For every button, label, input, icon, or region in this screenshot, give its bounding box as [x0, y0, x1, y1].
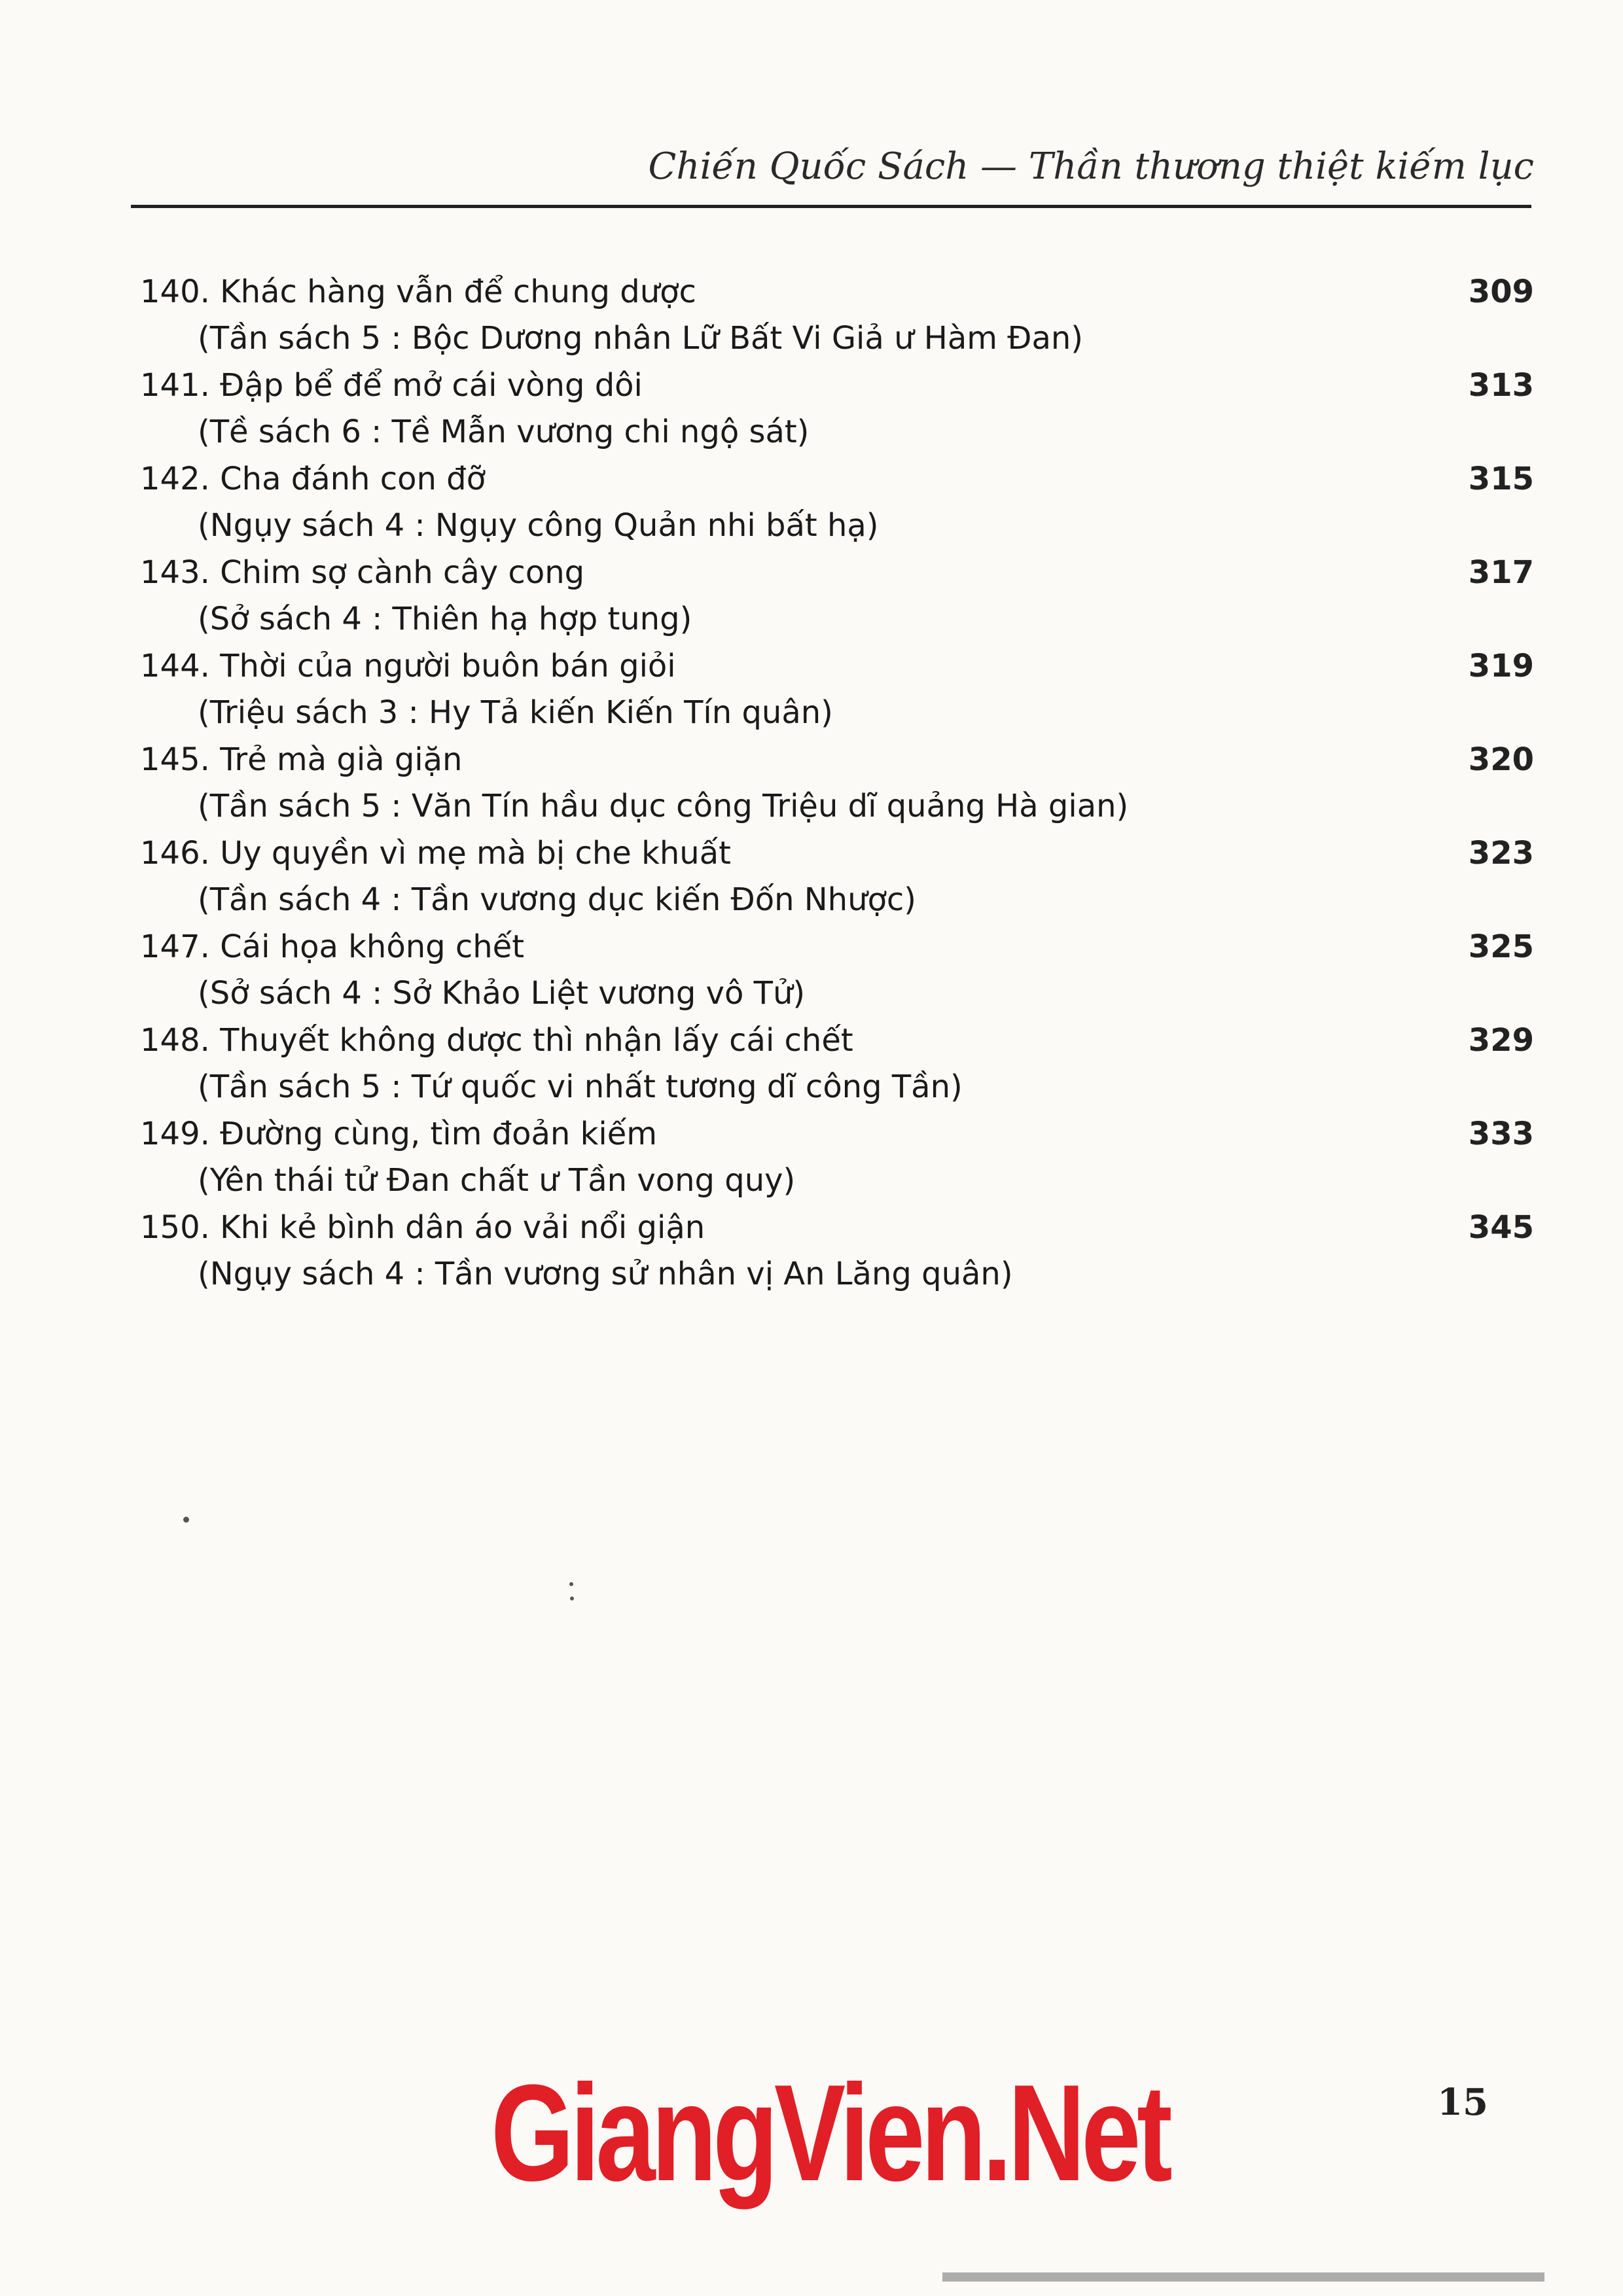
toc-source: (Tần sách 4 : Tần vương dục kiến Đốn Nhược) — [198, 881, 916, 918]
toc-page-number: 323 — [1468, 835, 1534, 872]
toc-source: (Tần sách 5 : Bộc Dương nhân Lữ Bất Vi Giả ư Hàm Đan) — [198, 320, 1084, 357]
toc-page-number: 317 — [1468, 554, 1534, 591]
toc-title: 145. Trẻ mà già giặn — [140, 741, 463, 778]
toc-entry-140[interactable] — [140, 272, 1534, 365]
scan-speck — [570, 1597, 574, 1600]
running-header: Chiến Quốc Sách — Thần thương thiệt kiếm lục — [648, 145, 1534, 188]
toc-page-number: 320 — [1468, 741, 1534, 778]
toc-source: (Ngụy sách 4 : Tần vương sử nhân vị An Lăng quân) — [198, 1256, 1013, 1292]
toc-entry-149[interactable] — [140, 1114, 1534, 1207]
toc-title: 143. Chim sợ cành cây cong — [140, 554, 585, 591]
toc-title: 141. Đập bể để mở cái vòng dôi — [140, 367, 643, 404]
toc-page-number: 313 — [1468, 367, 1534, 404]
toc-entry-150[interactable] — [140, 1207, 1534, 1301]
toc-source: (Sở sách 4 : Sở Khảo Liệt vương vô Tử) — [198, 975, 806, 1012]
toc-page-number: 329 — [1468, 1022, 1534, 1059]
toc-source: (Tề sách 6 : Tề Mẫn vương chi ngộ sát) — [198, 414, 810, 450]
toc-source: (Triệu sách 3 : Hy Tả kiến Kiến Tín quân) — [198, 694, 833, 731]
toc-entry-142[interactable] — [140, 459, 1534, 552]
header-rule — [131, 205, 1531, 208]
toc-page-number: 319 — [1468, 648, 1534, 684]
toc-page-number: 309 — [1468, 274, 1534, 310]
toc-title: 144. Thời của người buôn bán giỏi — [140, 648, 676, 684]
toc-entry-141[interactable] — [140, 365, 1534, 459]
toc-title: 150. Khi kẻ bình dân áo vải nổi giận — [140, 1209, 705, 1246]
toc-source: (Ngụy sách 4 : Ngụy công Quản nhi bất hạ) — [198, 507, 879, 544]
toc-title: 142. Cha đánh con đỡ — [140, 461, 486, 497]
toc-entry-146[interactable] — [140, 833, 1534, 927]
toc-title: 140. Khác hàng vẫn để chung dược — [140, 274, 696, 310]
table-of-contents — [140, 272, 1534, 1301]
toc-source: (Yên thái tử Đan chất ư Tần vong quy) — [198, 1162, 796, 1199]
toc-entry-144[interactable] — [140, 646, 1534, 739]
toc-title: 147. Cái họa không chết — [140, 928, 525, 965]
toc-page-number: 345 — [1468, 1209, 1534, 1246]
toc-source: (Sở sách 4 : Thiên hạ hợp tung) — [198, 601, 692, 637]
toc-entry-145[interactable] — [140, 739, 1534, 833]
toc-entry-143[interactable] — [140, 552, 1534, 646]
toc-source: (Tần sách 5 : Tứ quốc vi nhất tương dĩ công Tần) — [198, 1069, 963, 1105]
toc-page-number: 315 — [1468, 461, 1534, 497]
scan-speck — [569, 1582, 573, 1586]
scan-edge — [942, 2272, 1544, 2282]
toc-entry-147[interactable] — [140, 927, 1534, 1020]
page-number: 15 — [1437, 2081, 1488, 2124]
toc-title: 146. Uy quyền vì mẹ mà bị che khuất — [140, 835, 731, 872]
scan-speck — [183, 1517, 189, 1523]
toc-page-number: 333 — [1468, 1116, 1534, 1152]
toc-page-number: 325 — [1468, 928, 1534, 965]
toc-title: 149. Đường cùng, tìm đoản kiếm — [140, 1116, 658, 1152]
toc-entry-148[interactable] — [140, 1020, 1534, 1114]
toc-source: (Tần sách 5 : Văn Tín hầu dục công Triệu dĩ quảng Hà gian) — [198, 788, 1129, 824]
toc-title: 148. Thuyết không dược thì nhận lấy cái chết — [140, 1022, 853, 1059]
watermark-logo: GiangVien.Net — [491, 2056, 1169, 2210]
